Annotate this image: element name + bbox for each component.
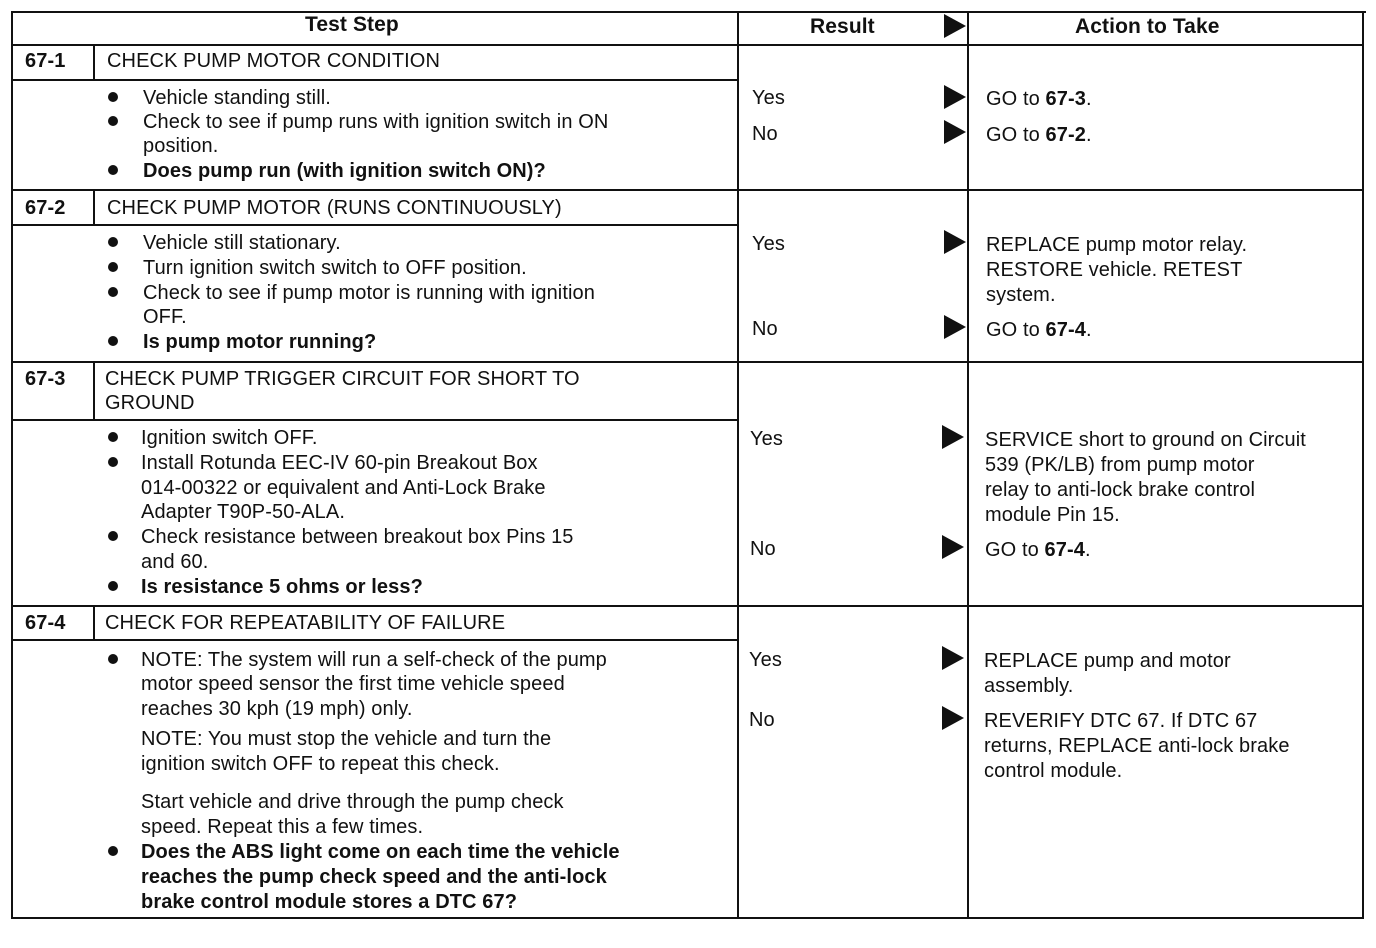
result-label: No — [750, 538, 776, 560]
action-prefix: GO to — [986, 124, 1046, 146]
action-text: returns, REPLACE anti-lock brake — [984, 735, 1290, 757]
id-sep — [93, 606, 95, 641]
step-title: GROUND — [105, 392, 195, 414]
bullet-icon — [108, 581, 118, 591]
result-arrow-icon — [944, 85, 966, 109]
step-title: CHECK PUMP MOTOR (RUNS CONTINUOUSLY) — [107, 197, 562, 219]
result-arrow-icon — [942, 535, 964, 559]
action-tail: . — [1085, 88, 1092, 110]
id-sep — [93, 191, 95, 226]
step-instruction: Start vehicle and drive through the pump check — [141, 791, 564, 813]
step-instruction: Check to see if pump motor is running with ignition — [143, 282, 595, 304]
step-question: brake control module stores a DTC 67? — [141, 891, 518, 913]
result-label: Yes — [749, 649, 782, 671]
result-arrow-icon — [942, 425, 964, 449]
step-question: Does pump run (with ignition switch ON)? — [143, 160, 546, 182]
step-instruction: OFF. — [143, 306, 187, 328]
header-result: Result — [810, 15, 875, 38]
result-arrow-icon — [944, 230, 966, 254]
step-note: ignition switch OFF to repeat this check. — [141, 753, 500, 775]
step-note: NOTE: You must stop the vehicle and turn the — [141, 728, 552, 750]
action-text: REPLACE pump and motor — [984, 650, 1231, 672]
action-tail: . — [1085, 124, 1092, 146]
step-title: CHECK PUMP TRIGGER CIRCUIT FOR SHORT TO — [105, 368, 580, 390]
table-border-left — [11, 11, 13, 919]
result-label: No — [752, 318, 778, 340]
action-text: RESTORE vehicle. RETEST — [986, 259, 1243, 281]
section-rule — [11, 189, 1364, 191]
action-text: system. — [986, 284, 1056, 306]
action-text: SERVICE short to ground on Circuit — [985, 429, 1306, 451]
id-sep — [93, 45, 95, 81]
result-arrow-icon — [942, 646, 964, 670]
step-title: CHECK PUMP MOTOR CONDITION — [107, 50, 440, 72]
result-arrow-icon — [944, 315, 966, 339]
result-label: No — [749, 709, 775, 731]
action-tail: . — [1084, 539, 1091, 561]
header-rule — [11, 44, 1364, 46]
step-instruction: speed. Repeat this a few times. — [141, 816, 424, 838]
header-test-step: Test Step — [305, 13, 399, 36]
bullet-icon — [108, 654, 118, 664]
table-border-top — [11, 11, 1366, 13]
action-text: REVERIFY DTC 67. If DTC 67 — [984, 710, 1258, 732]
bullet-icon — [108, 262, 118, 272]
action-text: control module. — [984, 760, 1123, 782]
title-rule — [11, 419, 738, 421]
step-note: NOTE: The system will run a self-check of the pump — [141, 649, 607, 671]
step-question: Is pump motor running? — [143, 331, 377, 353]
action-prefix: GO to — [985, 539, 1045, 561]
bullet-icon — [108, 531, 118, 541]
step-reference: 67-4 — [1045, 319, 1086, 341]
step-instruction: Install Rotunda EEC-IV 60-pin Breakout Box — [141, 452, 538, 474]
result-label: Yes — [750, 428, 783, 450]
col-sep-result — [737, 11, 739, 918]
result-arrow-icon — [944, 120, 966, 144]
id-sep — [93, 362, 95, 420]
step-question: Does the ABS light come on each time the vehicle — [141, 841, 620, 863]
step-instruction: Vehicle standing still. — [143, 87, 331, 109]
action-prefix: GO to — [986, 88, 1046, 110]
step-title: CHECK FOR REPEATABILITY OF FAILURE — [105, 612, 506, 634]
step-instruction: and 60. — [141, 551, 209, 573]
step-id: 67-3 — [25, 368, 66, 390]
action-text: relay to anti-lock brake control — [985, 479, 1255, 501]
bullet-icon — [108, 432, 118, 442]
step-instruction: Check to see if pump runs with ignition switch in ON — [143, 111, 609, 133]
header-arrow-icon — [944, 14, 966, 38]
header-action: Action to Take — [1075, 15, 1220, 38]
action-tail: . — [1085, 319, 1092, 341]
step-instruction: Vehicle still stationary. — [143, 232, 341, 254]
step-id: 67-1 — [25, 50, 66, 72]
step-instruction: position. — [143, 135, 219, 157]
step-question: Is resistance 5 ohms or less? — [141, 576, 423, 598]
result-label: Yes — [752, 87, 785, 109]
step-reference: 67-4 — [1044, 539, 1085, 561]
section-rule — [11, 605, 1364, 607]
step-reference: 67-3 — [1045, 88, 1086, 110]
action-text: assembly. — [984, 675, 1074, 697]
result-arrow-icon — [942, 706, 964, 730]
action-text: 539 (PK/LB) from pump motor — [985, 454, 1255, 476]
step-reference: 67-2 — [1045, 124, 1086, 146]
result-label: Yes — [752, 233, 785, 255]
col-sep-action — [967, 11, 969, 918]
table-border-right — [1362, 11, 1364, 919]
title-rule — [11, 224, 738, 226]
action-text: REPLACE pump motor relay. — [986, 234, 1248, 256]
bullet-icon — [108, 237, 118, 247]
action-text — [985, 538, 1091, 563]
step-question: reaches the pump check speed and the anti-lock — [141, 866, 607, 888]
step-instruction: 014-00322 or equivalent and Anti-Lock Brake — [141, 477, 546, 499]
bullet-icon — [108, 336, 118, 346]
step-instruction: Adapter T90P-50-ALA. — [141, 501, 345, 523]
section-rule — [11, 361, 1364, 363]
title-rule — [11, 639, 738, 641]
step-instruction: Check resistance between breakout box Pins 15 — [141, 526, 574, 548]
action-text — [986, 123, 1092, 148]
bullet-icon — [108, 287, 118, 297]
step-instruction: Ignition switch OFF. — [141, 427, 318, 449]
bullet-icon — [108, 846, 118, 856]
table-border-bottom — [11, 917, 1364, 919]
title-rule — [11, 79, 738, 81]
step-id: 67-2 — [25, 197, 66, 219]
step-note: reaches 30 kph (19 mph) only. — [141, 698, 413, 720]
bullet-icon — [108, 165, 118, 175]
step-id: 67-4 — [25, 612, 66, 634]
bullet-icon — [108, 457, 118, 467]
action-text — [986, 87, 1092, 112]
step-note: motor speed sensor the first time vehicle speed — [141, 673, 565, 695]
bullet-icon — [108, 116, 118, 126]
step-instruction: Turn ignition switch switch to OFF position. — [143, 257, 527, 279]
action-prefix: GO to — [986, 319, 1046, 341]
action-text — [986, 318, 1092, 343]
bullet-icon — [108, 92, 118, 102]
result-label: No — [752, 123, 778, 145]
action-text: module Pin 15. — [985, 504, 1120, 526]
